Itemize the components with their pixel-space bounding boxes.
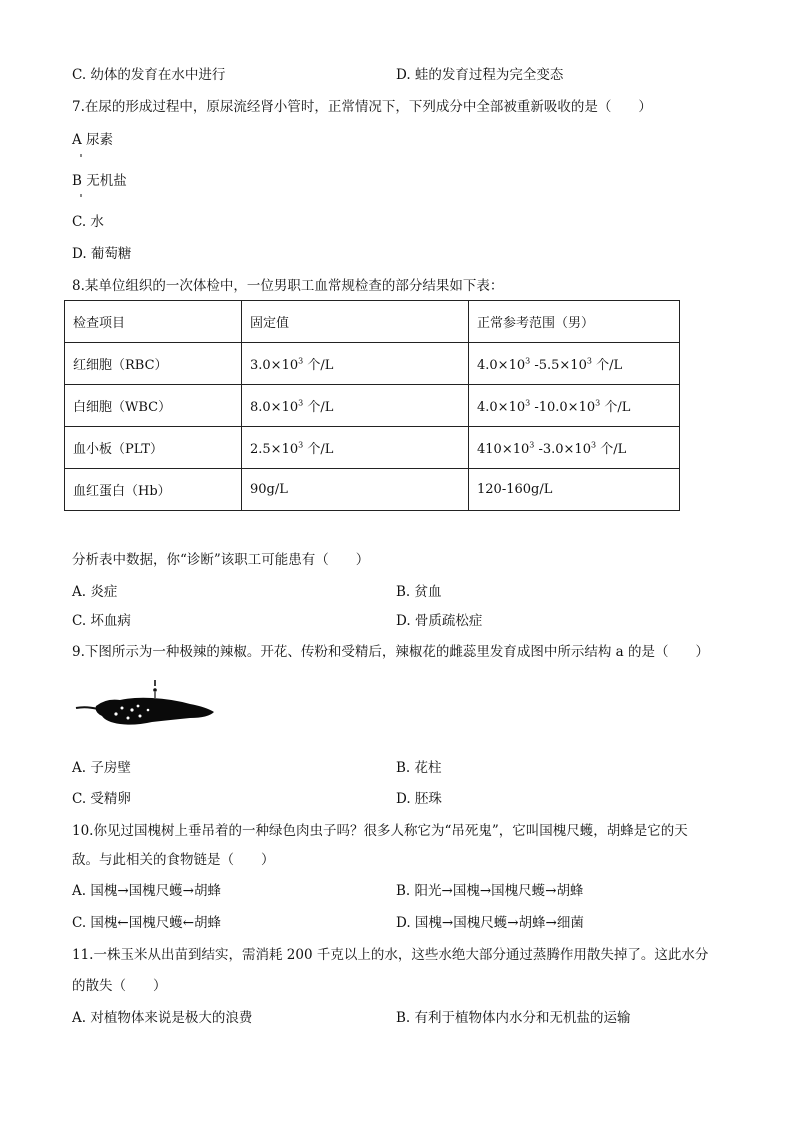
table-row — [65, 385, 680, 427]
q9-stem: 9.下图所示为一种极辣的辣椒。开花、传粉和受精后，辣椒花的雌蕊里发育成图中所示结构 a 的是（ ） — [72, 644, 710, 660]
q10-option-a: A. 国槐→国槐尺蠖→胡蜂 — [72, 883, 221, 899]
q7-option-d: D. 葡萄糖 — [72, 246, 132, 262]
table-row — [65, 343, 680, 385]
q8-option-c: C. 坏血病 — [72, 613, 131, 629]
q11-option-a: A. 对植物体来说是极大的浪费 — [72, 1010, 253, 1026]
q10-stem-line2: 敌。与此相关的食物链是（ ） — [72, 852, 275, 868]
table-row — [65, 469, 680, 511]
table-header-cell: 检查项目 — [65, 301, 242, 343]
table-cell-range: 120-160g/L — [469, 469, 680, 511]
scan-mark — [80, 194, 82, 197]
table-cell-range: $4.0\times 10^3$ $-10.0\times 10^3$ 个/L — [469, 385, 680, 427]
q8-stem: 8.某单位组织的一次体检中，一位男职工血常规检查的部分结果如下表： — [72, 278, 504, 294]
table-cell-item: 红细胞（RBC） — [65, 343, 242, 385]
q10-option-c: C. 国槐←国槐尺蠖←胡蜂 — [72, 915, 222, 931]
q6-option-d: D. 蛙的发育过程为完全变态 — [396, 67, 564, 83]
q9-option-d: D. 胚珠 — [396, 791, 442, 807]
table-cell-item: 血小板（PLT） — [65, 427, 242, 469]
q10-option-d: D. 国槐→国槐尺蠖→胡蜂→细菌 — [396, 915, 584, 931]
q7-stem: 7.在尿的形成过程中，原尿流经肾小管时，正常情况下，下列成分中全部被重新吸收的是（ ） — [72, 99, 652, 115]
q7-option-b: B 无机盐 — [72, 173, 127, 189]
q7-option-a: A 尿素 — [72, 132, 114, 148]
table-cell-item: 血红蛋白（Hb） — [65, 469, 242, 511]
blood-test-table — [64, 300, 680, 511]
q10-option-b: B. 阳光→国槐→国槐尺蠖→胡蜂 — [396, 883, 584, 899]
q10-stem-line1: 10.你见过国槐树上垂吊着的一种绿色肉虫子吗？很多人称它为“吊死鬼”，它叫国槐尺蠖，胡蜂是它的天 — [72, 823, 688, 839]
scan-mark — [80, 154, 82, 157]
q8-option-a: A. 炎症 — [72, 584, 118, 600]
chili-pepper-image — [72, 676, 218, 736]
table-row — [65, 427, 680, 469]
q11-stem-line2: 的散失（ ） — [72, 978, 167, 994]
table-cell-range: $410\times 10^3$ $-3.0\times 10^3$ 个/L — [469, 427, 680, 469]
q8-option-d: D. 骨质疏松症 — [396, 613, 483, 629]
table-cell-value: $3.0\times 10^3$ 个/L — [242, 343, 469, 385]
table-cell-value: 90g/L — [242, 469, 469, 511]
q11-stem-line1: 11.一株玉米从出苗到结实，需消耗 200 千克以上的水，这些水绝大部分通过蒸腾作用散失掉了。这此水分 — [72, 947, 709, 963]
table-cell-range: $4.0\times 10^3$ $-5.5\times 10^3$ 个/L — [469, 343, 680, 385]
q11-option-b: B. 有利于植物体内水分和无机盐的运输 — [396, 1010, 631, 1026]
table-header-cell: 正常参考范围（男） — [469, 301, 680, 343]
q8-followup: 分析表中数据，你“诊断”该职工可能患有（ ） — [72, 552, 370, 568]
table-cell-item: 白细胞（WBC） — [65, 385, 242, 427]
q8-option-b: B. 贫血 — [396, 584, 442, 600]
q9-option-c: C. 受精卵 — [72, 791, 131, 807]
table-header-cell: 固定值 — [242, 301, 469, 343]
q6-option-c: C. 幼体的发育在水中进行 — [72, 67, 226, 83]
table-cell-value: $2.5\times 10^3$ 个/L — [242, 427, 469, 469]
q7-option-c: C. 水 — [72, 214, 104, 230]
q9-option-a: A. 子房壁 — [72, 760, 131, 776]
table-header-row — [65, 301, 680, 343]
table-cell-value: $8.0\times 10^3$ 个/L — [242, 385, 469, 427]
q9-option-b: B. 花柱 — [396, 760, 442, 776]
